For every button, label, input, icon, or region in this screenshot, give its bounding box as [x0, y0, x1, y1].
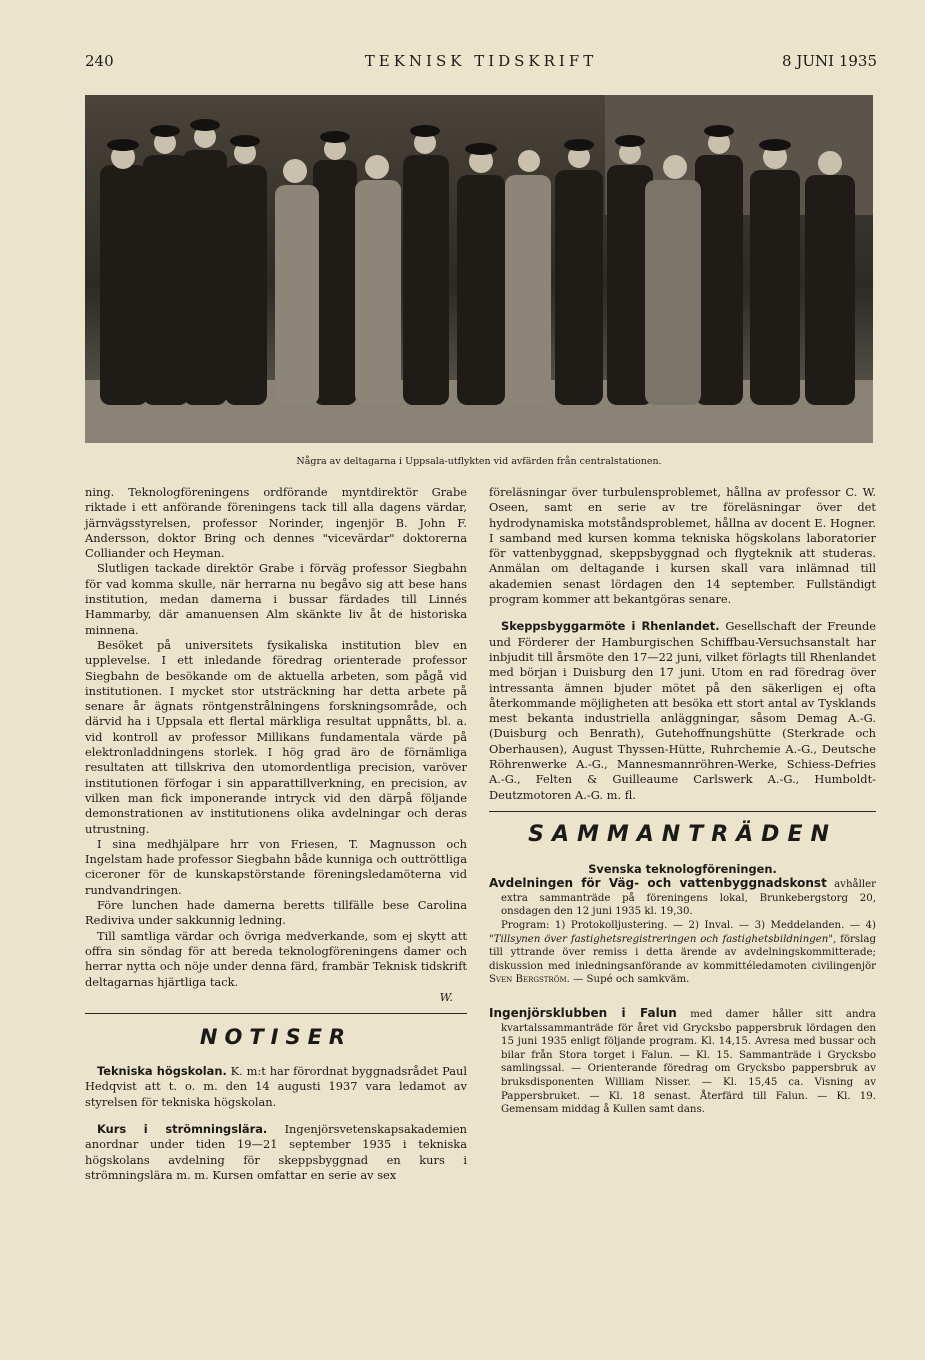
spacer [489, 987, 876, 1007]
notice-heading: Skeppsbyggarmöte i Rhenlandet. [501, 619, 720, 634]
article-signature: W. [439, 989, 453, 1004]
notiser-title: NOTISER [199, 1025, 353, 1050]
notice-text: K. m:t har förordnat byggnadsrådet Paul Hedqvist att t. o. m. den 14 augusti 1937 vara ledamot av styrelsen för tekniska högskolan. [85, 1064, 467, 1109]
article-continuation: föreläsningar över turbulensproblemet, hållna av professor C. W. Oseen, samt en serie av tre föreläsningar över det hydrodynamiska motståndsproblemet, hållna av docent E. Hogner. I samband med kursen komma tekniska högskolans laboratorier för vattenbyggnad, skeppsbyggnad och flygteknik att studeras. Anmälan om deltagande i kursen skall vara inlämnad till akademien senast lördagen den 14 september. Fullständigt program kommer att bekantgöras senare. [489, 485, 876, 607]
notice-text: Ingenjörsvetenskapsakademien anordnar under tiden 19—21 september 1935 i tekniska högskolans avdelning för skeppsbyggnad en kurs i strömningslära m. m. Kursen omfattar en serie av sex [85, 1121, 467, 1182]
article-paragraph: ning. Teknologföreningens ordförande myntdirektör Grabe riktade i ett anförande föreningens tack till alla dagens värdar, järnvägsstyrelsen, professor Norinder, ingenjör B. John F. Andersson, doktor Bring och dennes "vicevärdar" doktorerna Colliander och Heyman. [85, 485, 467, 561]
article-paragraph: I sina medhjälpare hrr von Friesen, T. Magnusson och Ingelstam hade professor Siegbahn både kunniga och outtröttliga ciceroner för de kunskapstörstande föreningsledamöterna vid rundvandringen. [85, 836, 467, 897]
notice-heading: Kurs i strömningslära. [97, 1121, 268, 1136]
meeting-notice [489, 1007, 876, 1117]
org-heading: Svenska teknologföreningen. [588, 861, 777, 876]
section-divider [489, 811, 876, 812]
sammantraden-title: SAMMANTRÄDEN [528, 821, 837, 847]
section-divider [85, 1013, 467, 1014]
journal-title: TEKNISK TIDSKRIFT [364, 52, 598, 70]
program-text: förslag till yttrande över remiss i detta ärende av avdelningskommitterade; diskussion med inledningsanförande av kommittéledamoten civilingenjör [489, 933, 876, 972]
notice-heading: Tekniska högskolan. [97, 1064, 227, 1079]
meeting-heading: Avdelningen för Väg- och vattenbyggnadskonst [489, 876, 827, 891]
meeting-heading: Ingenjörsklubben i Falun [489, 1005, 677, 1020]
spacer [85, 1110, 467, 1122]
group-photo-image [85, 95, 873, 443]
speaker-name: Sven Bergström. [489, 974, 570, 986]
meeting-text: med damer håller sitt andra kvartalssammanträde för året vid Grycksbo pappersbruk lördagen den 15 juni 1935 enligt följande program. Kl. 14,15. Avresa med bussar och bilar från Stora torget i Falun. — Kl. 15. Sammanträde i Grycksbo samlingssal. — Orienterande föredrag om Grycksbo pappersbruk av bruksdisponenten William Nisser. — Kl. 15,45 ca. Visning av Pappersbruket. — Kl. 18 senast. Återfärd till Falun. — Kl. 19. Gemensam middag å Kullen samt dans. [501, 1008, 876, 1116]
program-topic: "Tillsynen över fastighetsregistreringen och fastighetsbildningen", [489, 933, 837, 945]
notice-item [85, 1064, 467, 1110]
spacer [489, 607, 876, 619]
article-paragraph: Besöket på universitets fysikaliska institution blev en upplevelse. I ett inledande föredrag orienterade professor Siegbahn de besökande om de aktuella arbeten, som pågå vid institutionen. I mycket stor utsträckning har detta arbete på senare år ägnats röntgenstrålningens forskningsområde, och därvid ha i Uppsala ett flertal märkliga resultat uppnåtts, bl. a. vid kontroll av professor Millikans fundamentala värde på elektronladdningens storlek. I hög grad äro de förnämliga resultaten att tillskriva den utomordentliga precision, varöver institutionen förfogar i sin apparattillverkning, en precision, av vilken man fick imponerande intryck vid den därpå följande demonstrationen av institutionens olika avdelningar och deras utrustning. [85, 637, 467, 836]
article-paragraph: Före lunchen hade damerna beretts tillfälle bese Carolina Rediviva under sakkunnig ledning. [85, 898, 467, 928]
program-text: — Supé och samkväm. [573, 974, 690, 986]
page-header [85, 52, 877, 76]
photo-caption: Några av deltagarna i Uppsala-utflykten vid avfärden från centralstationen. [296, 456, 662, 467]
issue-date: 8 JUNI 1935 [782, 52, 877, 70]
article-paragraph: Slutligen tackade direktör Grabe i förväg professor Siegbahn för vad komma skulle, när herrarna nu begåvo sig att bese hans institution, medan damerna i bussar färdades till Linnés Hammarby, där amanuensen Alm skänkte liv åt de historiska minnena. [85, 561, 467, 637]
left-column [85, 485, 467, 1183]
meeting-notice [489, 877, 876, 919]
notice-text: Gesellschaft der Freunde und Förderer der Hamburgischen Schiffbau-Versuchsanstalt har inbjudit till årsmöte den 17—22 juni, vilket förlagts till Rhenlandet med början i Duisburg den 17 juni. Utom en rad föredrag över intressanta ämnen bjuder mötet på den säkerligen ej ofta återkommande möjligheten att besöka ett stort antal av Tysklands mest bekanta industriella anläggningar, såsom Demag A.-G. (Duisburg och Benrath), Gutehoffnungshütte (Sterkrade och Oberhausen), August Thyssen-Hütte, Ruhrchemie A.-G., Deutsche Röhrenwerke A.-G., Mannesmannröhren-Werke, Schiess-Defries A.-G., Felten & Guilleaume Carlswerk A.-G., Humboldt-Deutzmotoren A.-G. m. fl. [489, 619, 876, 802]
group-photo [85, 95, 873, 443]
program-text: Program: 1) Protokolljustering. — 2) Inval. — 3) Meddelanden. — 4) [501, 920, 876, 932]
notice-item [85, 1122, 467, 1183]
meeting-text: avhåller extra sammanträde på föreningens lokal, Brunkebergstorg 20, onsdagen den 12 juni 1935 kl. 19,30. [501, 879, 876, 918]
notice-item [489, 619, 876, 803]
article-paragraph: Till samtliga värdar och övriga medverkande, som ej skytt att offra sin söndag för att bereda teknologföreningens damer och herrar nytta och nöje under denna färd, frambär Teknisk tidskrift deltagarnas hjärtliga tack. [85, 928, 467, 989]
right-column [489, 485, 876, 1117]
page-number: 240 [85, 52, 114, 70]
meeting-program [489, 919, 876, 987]
